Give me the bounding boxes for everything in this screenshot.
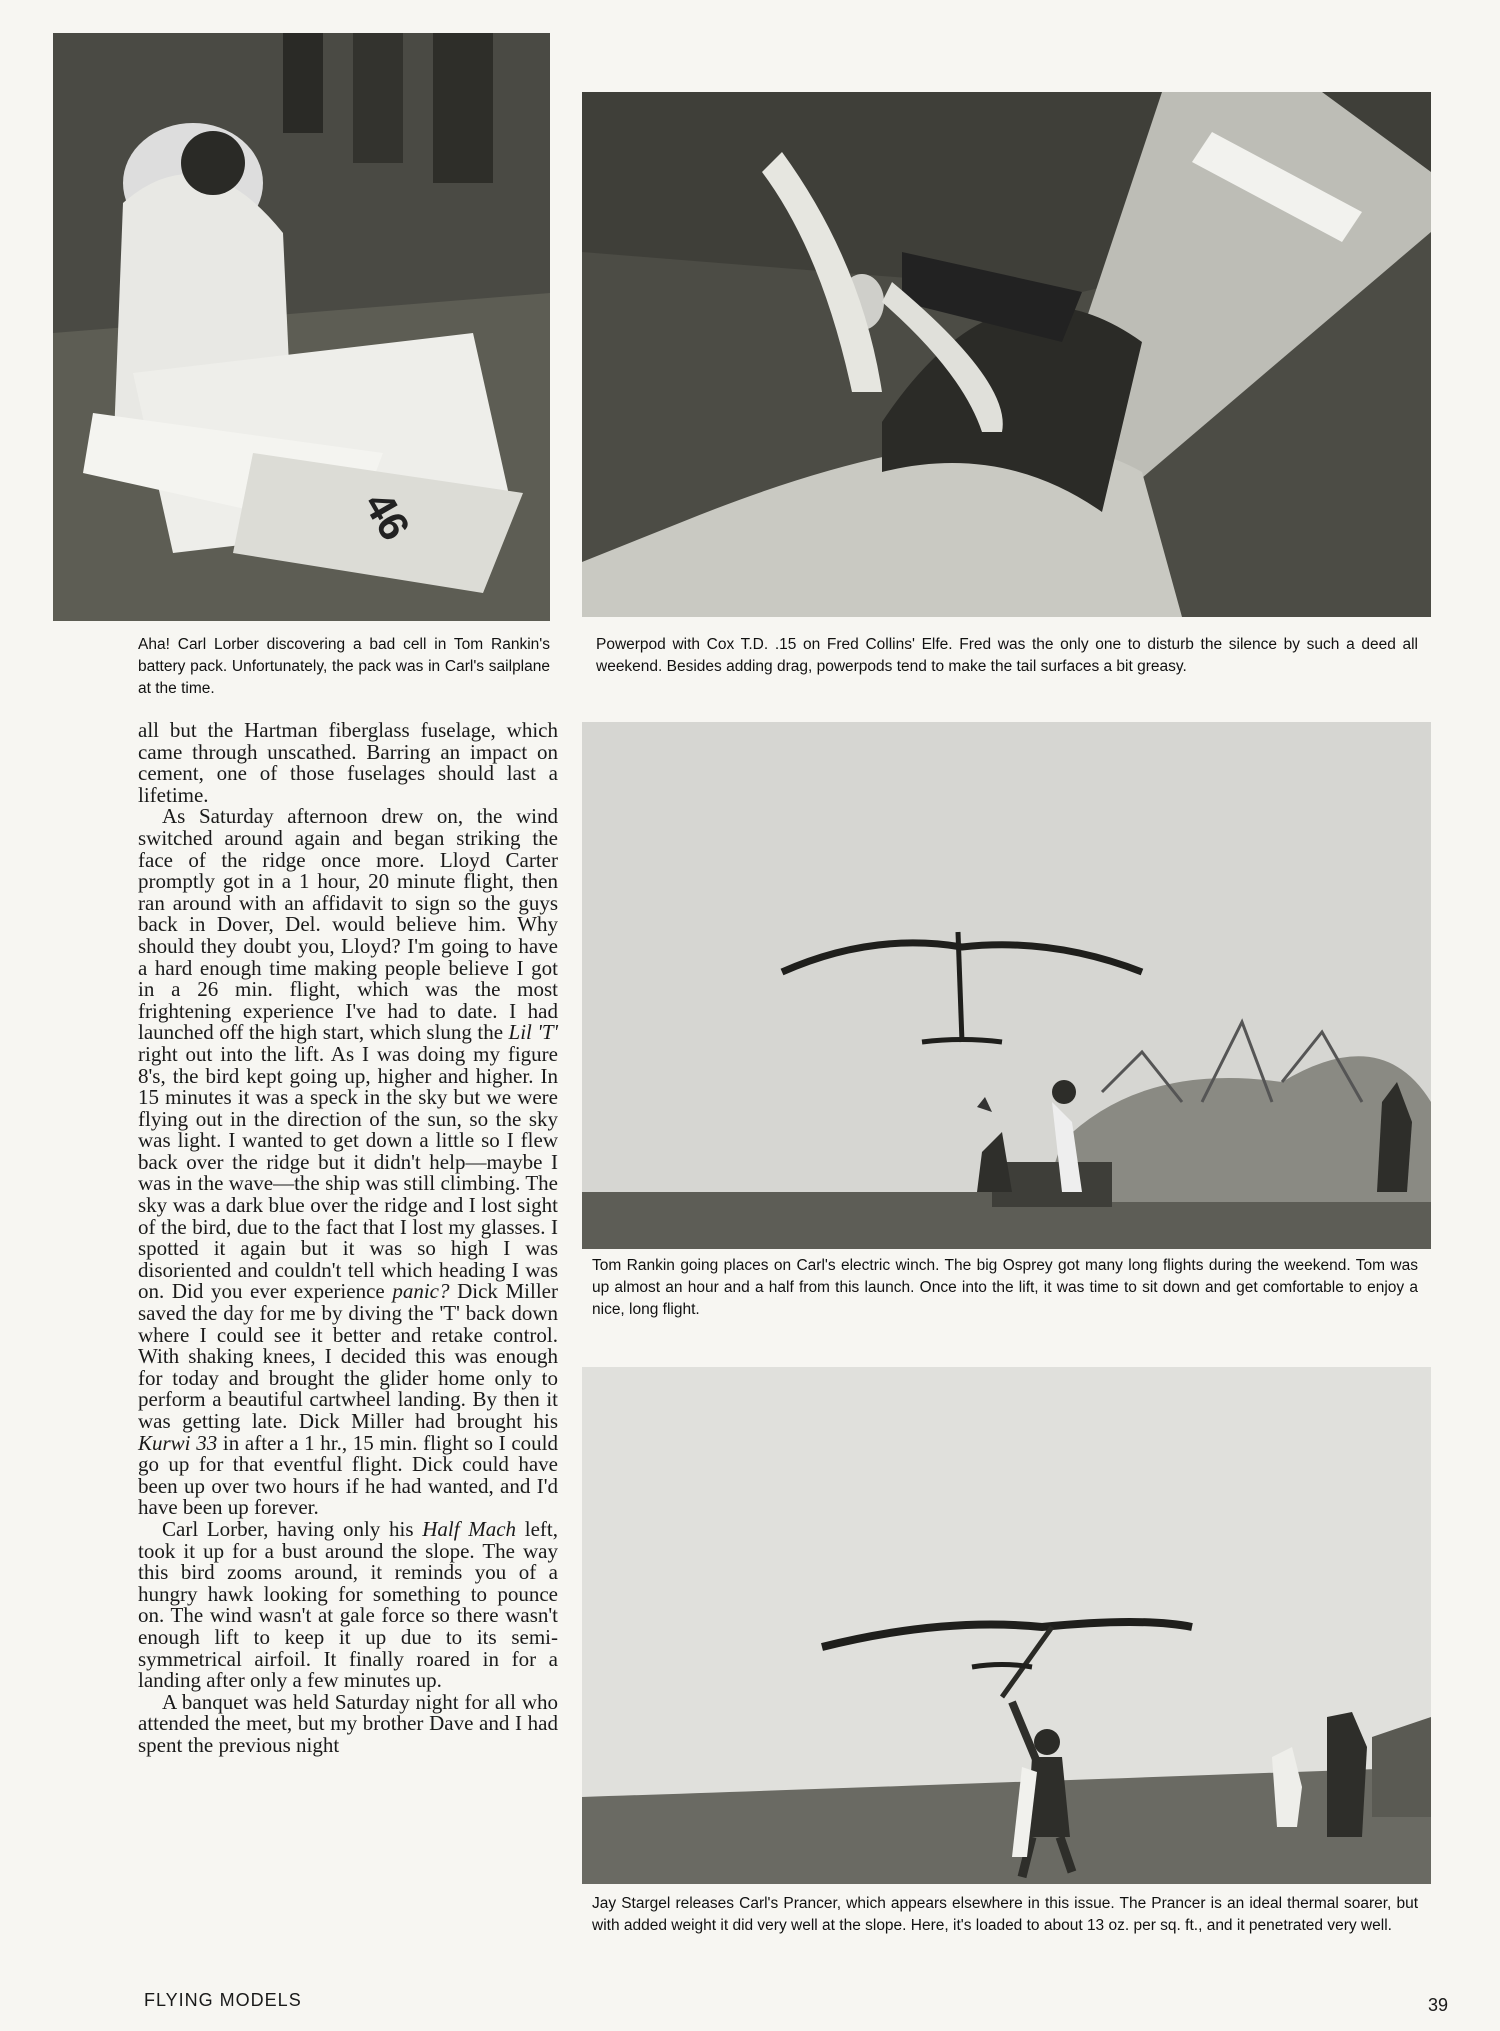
body-paragraph-2: As Saturday afternoon drew on, the wind switched around again and began striking the face of the ridge once more. Lloyd Carter promptly got in a 1 hour, 20 minute flight, then ran around with an affidavit to sign so the guys back in Dover, Del. would believe him. Why should they doubt you, Lloyd? I'm going to have a hard enough time making people believe I got in a 26 min. flight, which was the most frightening experience I've had to date. I had launched off the high start, which slung the Lil 'T' right out into the lift. As I was doing my figure 8's, the bird kept going up, higher and higher. In 15 minutes it was a speck in the sky but we were flying out in the direction of the sun, so the sky was light. I wanted to get down a little so I flew back over the ridge but it didn't help—maybe I was in the wave—the ship was still climbing. The sky was a dark blue over the ridge and I lost sight of the bird, due to the fact that I lost my glasses. I spotted it again but it was so high I was disoriented and couldn't tell which heading I was on. Did you ever experience panic? Dick Miller saved the day for me by diving the 'T' back down where I could see it better and retake control. With shaking knees, I decided this was enough for today and brought the glider home only to perform a beautiful cartwheel landing. By then it was getting late. Dick Miller had brought his Kurwi 33 in after a 1 hr., 15 min. flight so I could go up for that eventful flight. Dick could have been up over two hours if he had wanted, and I'd have been up forever. — [138, 804, 558, 1520]
photo-powerpod-image — [582, 92, 1431, 617]
body-paragraph-1: all but the Hartman fiberglass fuselage, which came through unscathed. Barring an impact on cement, one of those fuselages should last a lifetime. — [138, 718, 558, 807]
article-body — [138, 720, 558, 1757]
body-paragraph-4: A banquet was held Saturday night for all who attended the meet, but my brother Dave and I had spent the previous night — [138, 1689, 558, 1757]
body-paragraph-3: Carl Lorber, having only his Half Mach left, took it up for a bust around the slope. The way this bird zooms around, it reminds you of a hungry hawk looking for something to pounce on. The wind wasn't at gale force so there wasn't enough lift to keep it up due to its semi-symmetrical airfoil. It finally roared in for a landing after only a few minutes up. — [138, 1516, 558, 1693]
caption-text-4: Jay Stargel releases Carl's Prancer, which appears elsewhere in this issue. The Prancer is an ideal thermal soarer, but with added weight it did very well at the slope. Here, it's loaded to about 13 oz. per sq. ft., and it penetrated very well. — [592, 1895, 1418, 1934]
photo-jay-stargel-launch-image — [582, 1367, 1431, 1884]
photo-carl-lorber-battery-image — [53, 33, 550, 621]
caption-photo-4 — [592, 1893, 1418, 1937]
photo-powerpod — [582, 92, 1431, 617]
caption-photo-3 — [592, 1255, 1418, 1321]
photo-tom-rankin-winch-image — [582, 722, 1431, 1249]
caption-text-3: Tom Rankin going places on Carl's electric winch. The big Osprey got many long flights during the weekend. Tom was up almost an hour and a half from this launch. Once into the lift, it was time to sit down and get comfortable to enjoy a nice, long flight. — [592, 1257, 1418, 1318]
magazine-name: FLYING MODELS — [144, 1990, 302, 2010]
svg-text:46: 46 — [355, 484, 420, 548]
photo-tom-rankin-winch — [582, 722, 1431, 1249]
caption-photo-1 — [138, 634, 550, 700]
photo-jay-stargel-launch — [582, 1367, 1431, 1884]
caption-photo-2 — [596, 634, 1418, 678]
page-number: 39 — [1428, 1995, 1449, 2015]
caption-text-1: Aha! Carl Lorber discovering a bad cell in Tom Rankin's battery pack. Unfortunately, the pack was in Carl's sailplane at the time. — [138, 636, 550, 697]
photo-carl-lorber-battery — [53, 33, 550, 621]
caption-text-2: Powerpod with Cox T.D. .15 on Fred Collins' Elfe. Fred was the only one to disturb the silence by such a deed all weekend. Besides adding drag, powerpods tend to make the tail surfaces a bit greasy. — [596, 636, 1418, 675]
